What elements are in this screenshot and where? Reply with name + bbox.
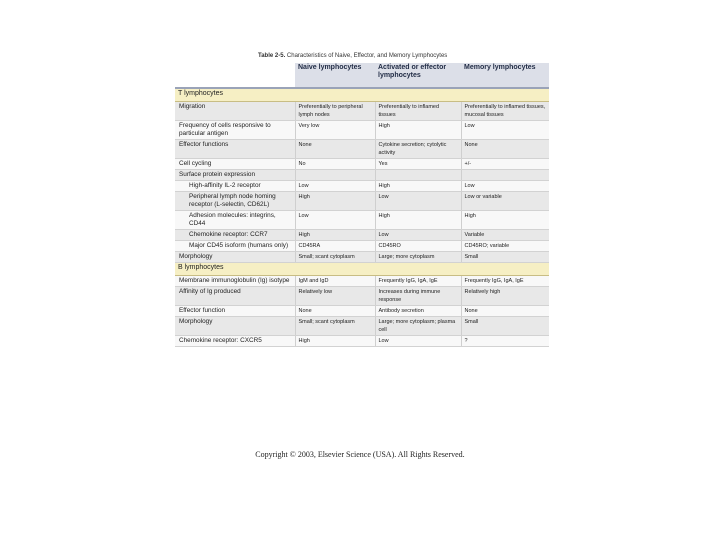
naive-cell: Small; scant cytoplasm — [295, 317, 375, 336]
feature-cell: Adhesion molecules: integrins, CD44 — [175, 211, 295, 230]
table-row — [175, 192, 549, 211]
naive-cell: IgM and IgD — [295, 276, 375, 287]
naive-cell: Small; scant cytoplasm — [295, 252, 375, 263]
feature-cell: Chemokine receptor: CXCR5 — [175, 336, 295, 347]
effector-cell: Increases during immune response — [375, 287, 461, 306]
effector-cell: Antibody secretion — [375, 306, 461, 317]
table-row — [175, 140, 549, 159]
effector-cell: Frequently IgG, IgA, IgE — [375, 276, 461, 287]
naive-cell: Low — [295, 211, 375, 230]
table-row — [175, 230, 549, 241]
memory-cell: High — [461, 211, 549, 230]
table-row — [175, 252, 549, 263]
header-blank — [175, 63, 295, 88]
table-row — [175, 181, 549, 192]
table-row — [175, 306, 549, 317]
memory-cell: None — [461, 140, 549, 159]
feature-cell: Surface protein expression — [175, 170, 295, 181]
memory-cell: Variable — [461, 230, 549, 241]
header-memory: Memory lymphocytes — [461, 63, 549, 88]
effector-cell — [375, 170, 461, 181]
naive-cell: Very low — [295, 121, 375, 140]
table-row — [175, 276, 549, 287]
copyright-notice: Copyright © 2003, Elsevier Science (USA). All Rights Reserved. — [255, 450, 465, 459]
section-header-row — [175, 263, 549, 276]
feature-cell: Cell cycling — [175, 159, 295, 170]
effector-cell: Large; more cytoplasm; plasma cell — [375, 317, 461, 336]
memory-cell: Preferentially to inflamed tissues, mucosal tissues — [461, 102, 549, 121]
feature-cell: Affinity of Ig produced — [175, 287, 295, 306]
table-row — [175, 159, 549, 170]
feature-cell: Frequency of cells responsive to particular antigen — [175, 121, 295, 140]
feature-cell: Effector functions — [175, 140, 295, 159]
section-title: T lymphocytes — [175, 88, 549, 102]
feature-cell: Chemokine receptor: CCR7 — [175, 230, 295, 241]
naive-cell: Preferentially to peripheral lymph nodes — [295, 102, 375, 121]
table-row — [175, 317, 549, 336]
effector-cell: Large; more cytoplasm — [375, 252, 461, 263]
naive-cell: High — [295, 192, 375, 211]
memory-cell: Small — [461, 252, 549, 263]
table-body — [175, 88, 549, 347]
feature-cell: Membrane immunoglobulin (Ig) isotype — [175, 276, 295, 287]
naive-cell: Low — [295, 181, 375, 192]
section-header-row — [175, 88, 549, 102]
table-caption — [258, 53, 550, 59]
lymphocyte-characteristics-table — [175, 63, 549, 347]
memory-cell: Low — [461, 181, 549, 192]
table-row — [175, 102, 549, 121]
feature-cell: Morphology — [175, 317, 295, 336]
naive-cell: No — [295, 159, 375, 170]
memory-cell: Frequently IgG, IgA, IgE — [461, 276, 549, 287]
memory-cell: None — [461, 306, 549, 317]
effector-cell: Low — [375, 230, 461, 241]
memory-cell: Low or variable — [461, 192, 549, 211]
table-title: Characteristics of Naive, Effector, and Memory Lymphocytes — [286, 53, 448, 59]
memory-cell: CD45RO; variable — [461, 241, 549, 252]
feature-cell: Major CD45 isoform (humans only) — [175, 241, 295, 252]
effector-cell: High — [375, 121, 461, 140]
naive-cell — [295, 170, 375, 181]
naive-cell: Relatively low — [295, 287, 375, 306]
table-row — [175, 287, 549, 306]
naive-cell: None — [295, 140, 375, 159]
header-effector: Activated or effector lymphocytes — [375, 63, 461, 88]
feature-cell: Morphology — [175, 252, 295, 263]
lymphocyte-table-container — [175, 63, 549, 347]
memory-cell: Relatively high — [461, 287, 549, 306]
memory-cell: +/- — [461, 159, 549, 170]
memory-cell: Small — [461, 317, 549, 336]
naive-cell: High — [295, 230, 375, 241]
table-row — [175, 170, 549, 181]
effector-cell: Preferentially to inflamed tissues — [375, 102, 461, 121]
table-header-row — [175, 63, 549, 88]
header-naive: Naive lymphocytes — [295, 63, 375, 88]
effector-cell: CD45RO — [375, 241, 461, 252]
effector-cell: Low — [375, 192, 461, 211]
table-row — [175, 241, 549, 252]
memory-cell — [461, 170, 549, 181]
feature-cell: High-affinity IL-2 receptor — [175, 181, 295, 192]
table-row — [175, 121, 549, 140]
table-number: Table 2-5. — [258, 53, 286, 59]
effector-cell: High — [375, 211, 461, 230]
table-row — [175, 336, 549, 347]
section-title: B lymphocytes — [175, 263, 549, 276]
naive-cell: None — [295, 306, 375, 317]
memory-cell: Low — [461, 121, 549, 140]
feature-cell: Peripheral lymph node homing receptor (L-selectin, CD62L) — [175, 192, 295, 211]
effector-cell: Cytokine secretion; cytolytic activity — [375, 140, 461, 159]
feature-cell: Effector function — [175, 306, 295, 317]
naive-cell: CD45RA — [295, 241, 375, 252]
feature-cell: Migration — [175, 102, 295, 121]
memory-cell: ? — [461, 336, 549, 347]
effector-cell: High — [375, 181, 461, 192]
table-row — [175, 211, 549, 230]
naive-cell: High — [295, 336, 375, 347]
effector-cell: Yes — [375, 159, 461, 170]
effector-cell: Low — [375, 336, 461, 347]
